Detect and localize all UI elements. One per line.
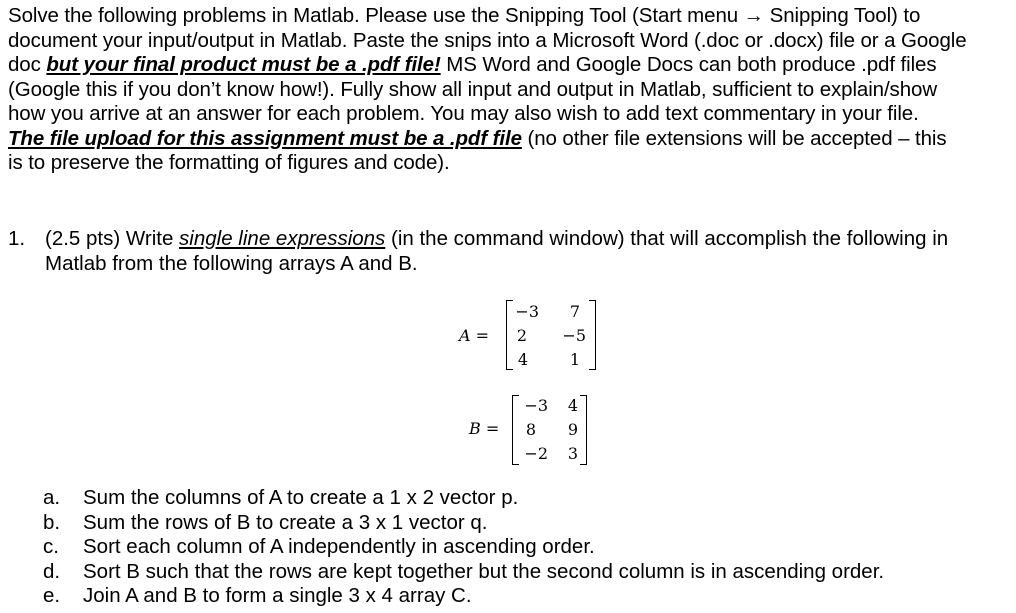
question-number: 1.	[8, 227, 26, 250]
upload-requirement-emphasis: The file upload for this assignment must be a .pdf file	[8, 126, 522, 150]
matrix-b-cell: 3	[567, 444, 578, 463]
list-item	[8, 584, 1012, 609]
matrix-a-cell: 4	[517, 350, 528, 369]
task-letter: d.	[43, 559, 61, 583]
list-item	[8, 486, 1012, 511]
task-text: Join A and B to form a single 3 x 4 array C.	[83, 584, 472, 607]
task-letter: a.	[43, 486, 61, 509]
single-line-emphasis: single line expressions	[179, 227, 386, 250]
matrix-a-cell: 1	[569, 350, 580, 369]
matrix-a-cell: −3	[515, 302, 539, 321]
question-text-line-2: Matlab from the following arrays A and B.	[45, 251, 418, 275]
intro-line-6-end: (no other file extensions will be accepted – this	[521, 126, 947, 150]
matrix-a-cell: −5	[562, 326, 586, 345]
task-text: Sum the columns of A to create a 1 x 2 vector p.	[83, 486, 519, 509]
matrix-b-cell: −3	[524, 396, 548, 415]
question-text	[45, 227, 948, 252]
task-text: Sum the rows of B to create a 3 x 1 vector q.	[83, 510, 488, 534]
intro-line-6	[8, 127, 1012, 152]
intro-line-1: Solve the following problems in Matlab. Please use the Snipping Tool (Start menu → Snipping Tool) to	[8, 4, 921, 27]
question-text-start: (2.5 pts) Write	[45, 227, 180, 250]
matrix-a-cell: 7	[569, 302, 580, 321]
intro-line-7: is to preserve the formatting of figures and code).	[8, 151, 450, 174]
matrix-a-cell: 2	[516, 326, 527, 345]
intro-line-3-start: doc	[8, 53, 47, 76]
instructions-paragraph	[8, 4, 1012, 176]
task-letter: c.	[43, 535, 59, 558]
task-text: Sort each column of A independently in ascending order.	[83, 535, 595, 558]
task-list	[8, 486, 1012, 609]
question-text-end: (in the command window) that will accomplish the following in	[385, 227, 949, 250]
matrix-b-cell: 4	[567, 396, 578, 415]
matrix-b-cell: −2	[524, 444, 548, 463]
task-letter: e.	[43, 584, 61, 607]
list-item	[8, 511, 1012, 536]
matrix-b-cell: 8	[525, 420, 536, 439]
task-text: Sort B such that the rows are kept together but the second column is in ascending order.	[83, 559, 885, 583]
matrix-a-right-bracket	[589, 300, 596, 370]
task-letter: b.	[43, 510, 61, 534]
matrix-a-label: A =	[459, 326, 490, 345]
matrix-b-label: B =	[469, 419, 500, 438]
list-item	[8, 560, 1012, 585]
intro-line-3-end: MS Word and Google Docs can both produce .pdf files	[440, 53, 937, 76]
intro-line-5: how you arrive at an answer for each problem. You may also wish to add text commentary in your file.	[8, 102, 919, 125]
matrix-b-right-bracket	[580, 395, 587, 465]
matrix-b-cell: 9	[567, 420, 578, 439]
intro-line-2: document your input/output in Matlab. Paste the snips into a Microsoft Word (.doc or .docx) file or a Google	[8, 28, 967, 52]
intro-line-4: (Google this if you don’t know how!). Fully show all input and output in Matlab, sufficient to explain/show	[8, 77, 938, 101]
list-item	[8, 535, 1012, 560]
intro-line-3	[8, 53, 1012, 78]
pdf-requirement-emphasis: but your final product must be a .pdf file!	[46, 53, 441, 76]
